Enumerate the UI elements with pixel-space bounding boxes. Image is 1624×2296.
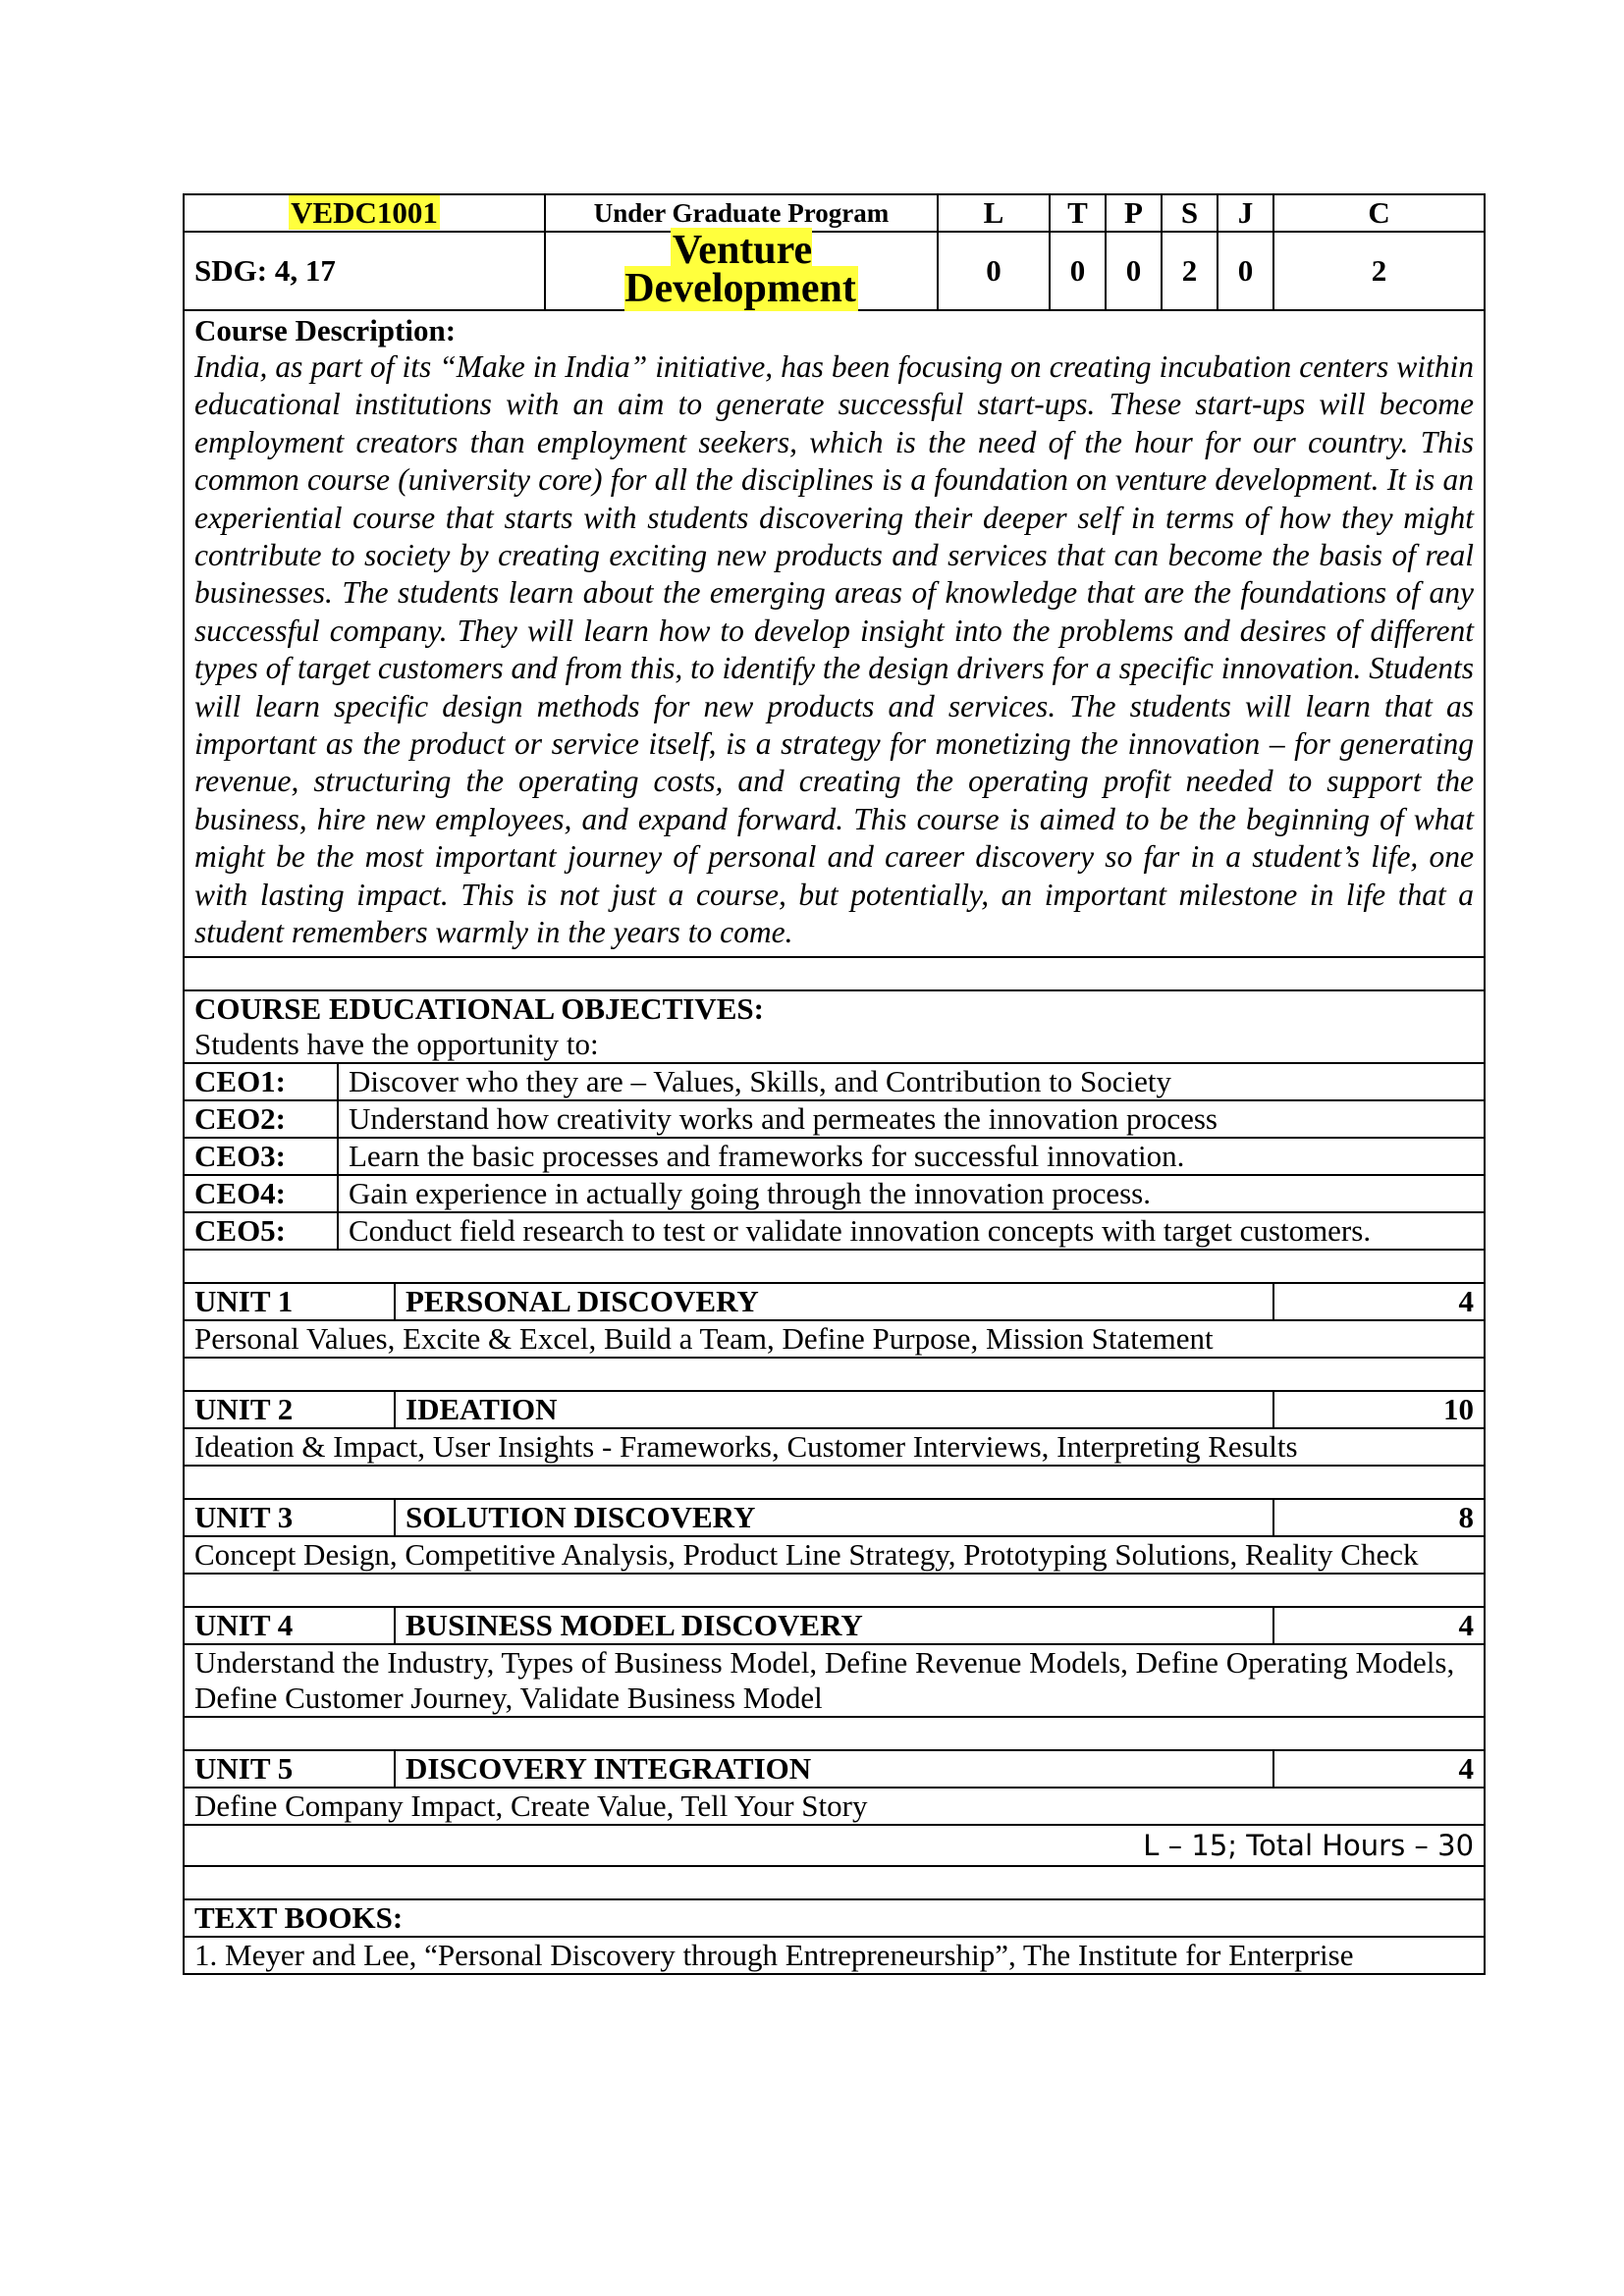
ltpsjc-label-t: T [1050,194,1106,232]
header-row-2 [184,232,1485,310]
description-cell [184,310,1485,957]
objective-code: CEO4: [184,1175,338,1212]
syllabus-sheet [183,193,1484,1975]
spacer-cell [184,1466,1485,1499]
spacer-row [184,1866,1485,1899]
description-text: India, as part of its “Make in India” initiative, has been focusing on creating incubation centers within educational institutions with an aim to generate successful start-ups. These start-ups will become employment creators than employment seekers, which is the need of the hour for our country. This common course (university core) for all the disciplines is a foundation on venture development. It is an experiential course that starts with students discovering their deeper self in terms of how they might contribute to society by creating exciting new products and services that can become the basis of real businesses. The students learn about the emerging areas of knowledge that are the foundations of any successful company. They will learn how to develop insight into the problems and desires of different types of target customers and from this, to identify the design drivers for a specific innovation. Students will learn specific design methods for new products and services. The students will learn that as important as the product or service itself, is a strategy for monetizing the innovation – for generating revenue, structuring the operating costs, and creating the operating profit needed to support the business, hire new employees, and expand forward. This course is aimed to be the beginning of what might be the most important journey of personal and career discovery so far in a student’s life, one with lasting impact. This is not just a course, but potentially, an important milestone in life that a student remembers warmly in the years to come. [194,349,1475,950]
unit-topics-row [184,1788,1485,1825]
spacer-row [184,1717,1485,1750]
description-row [184,310,1485,957]
spacer-cell [184,957,1485,990]
unit-number: UNIT 4 [184,1607,395,1644]
spacer-row [184,1250,1485,1283]
unit-topics-row [184,1536,1485,1574]
objective-row [184,1138,1485,1175]
program-label: Under Graduate Program [545,194,938,232]
unit-number: UNIT 5 [184,1750,395,1788]
objective-text: Conduct field research to test or validate innovation concepts with target customers. [338,1212,1485,1250]
objective-text: Understand how creativity works and permeates the innovation process [338,1100,1485,1138]
total-hours-row [184,1825,1485,1866]
ltpsjc-value-t: 0 [1050,232,1106,310]
unit-topics: Ideation & Impact, User Insights - Frameworks, Customer Interviews, Interpreting Results [184,1428,1485,1466]
unit-title: PERSONAL DISCOVERY [395,1283,1273,1320]
unit-topics: Personal Values, Excite & Excel, Build a Team, Define Purpose, Mission Statement [184,1320,1485,1358]
unit-title: BUSINESS MODEL DISCOVERY [395,1607,1273,1644]
unit-hours: 10 [1273,1391,1485,1428]
unit-hours: 4 [1273,1283,1485,1320]
objective-code: CEO2: [184,1100,338,1138]
ltpsjc-label-s: S [1162,194,1218,232]
objective-row [184,1063,1485,1100]
objectives-heading-cell [184,990,1485,1063]
spacer-row [184,1574,1485,1607]
objective-row [184,1175,1485,1212]
objective-code: CEO3: [184,1138,338,1175]
objective-row [184,1100,1485,1138]
unit-number: UNIT 3 [184,1499,395,1536]
ltpsjc-value-p: 0 [1106,232,1162,310]
ltpsjc-label-j: J [1218,194,1273,232]
total-hours: L – 15; Total Hours – 30 [184,1825,1485,1866]
unit-topics-row [184,1428,1485,1466]
spacer-row [184,1358,1485,1391]
ltpsjc-label-l: L [938,194,1050,232]
objectives-heading-row [184,990,1485,1063]
syllabus-table [183,193,1486,1975]
description-heading: Course Description: [194,313,457,347]
unit-title: IDEATION [395,1391,1273,1428]
unit-topics-row [184,1320,1485,1358]
unit-title: DISCOVERY INTEGRATION [395,1750,1273,1788]
unit-header-row [184,1750,1485,1788]
unit-header-row [184,1499,1485,1536]
header-row-1 [184,194,1485,232]
spacer-row [184,957,1485,990]
objective-code: CEO1: [184,1063,338,1100]
unit-number: UNIT 2 [184,1391,395,1428]
sdg-label: SDG: 4, 17 [184,232,545,310]
unit-hours: 8 [1273,1499,1485,1536]
course-title-cell [545,228,938,311]
spacer-row [184,1466,1485,1499]
objective-text: Discover who they are – Values, Skills, and Contribution to Society [338,1063,1485,1100]
textbooks-heading: TEXT BOOKS: [184,1899,1485,1937]
spacer-cell [184,1717,1485,1750]
unit-topics: Understand the Industry, Types of Business Model, Define Revenue Models, Define Operating Models, Define Customer Journey, Validate Business Model [184,1644,1485,1717]
unit-header-row [184,1607,1485,1644]
unit-topics: Define Company Impact, Create Value, Tell Your Story [184,1788,1485,1825]
unit-header-row [184,1283,1485,1320]
unit-header-row [184,1391,1485,1428]
unit-topics: Concept Design, Competitive Analysis, Product Line Strategy, Prototyping Solutions, Reality Check [184,1536,1485,1574]
ltpsjc-label-p: P [1106,194,1162,232]
unit-hours: 4 [1273,1750,1485,1788]
course-title: Venture Development [624,228,856,311]
course-code-cell [184,194,545,232]
ltpsjc-value-s: 2 [1162,232,1218,310]
unit-title: SOLUTION DISCOVERY [395,1499,1273,1536]
objectives-heading: COURSE EDUCATIONAL OBJECTIVES: [194,990,764,1026]
ltpsjc-label-c: C [1273,194,1485,232]
ltpsjc-value-c: 2 [1273,232,1485,310]
textbooks-heading-row [184,1899,1485,1937]
objective-text: Gain experience in actually going through the innovation process. [338,1175,1485,1212]
textbook-row [184,1937,1485,1974]
spacer-cell [184,1866,1485,1899]
textbook-item: 1. Meyer and Lee, “Personal Discovery through Entrepreneurship”, The Institute for Enterprise [184,1937,1485,1974]
ltpsjc-value-j: 0 [1218,232,1273,310]
spacer-cell [184,1358,1485,1391]
course-code: VEDC1001 [291,195,438,230]
unit-number: UNIT 1 [184,1283,395,1320]
ltpsjc-value-l: 0 [938,232,1050,310]
spacer-cell [184,1574,1485,1607]
unit-hours: 4 [1273,1607,1485,1644]
spacer-cell [184,1250,1485,1283]
objective-code: CEO5: [184,1212,338,1250]
objective-text: Learn the basic processes and frameworks for successful innovation. [338,1138,1485,1175]
objective-row [184,1212,1485,1250]
objectives-intro: Students have the opportunity to: [194,1026,599,1061]
unit-topics-row [184,1644,1485,1717]
